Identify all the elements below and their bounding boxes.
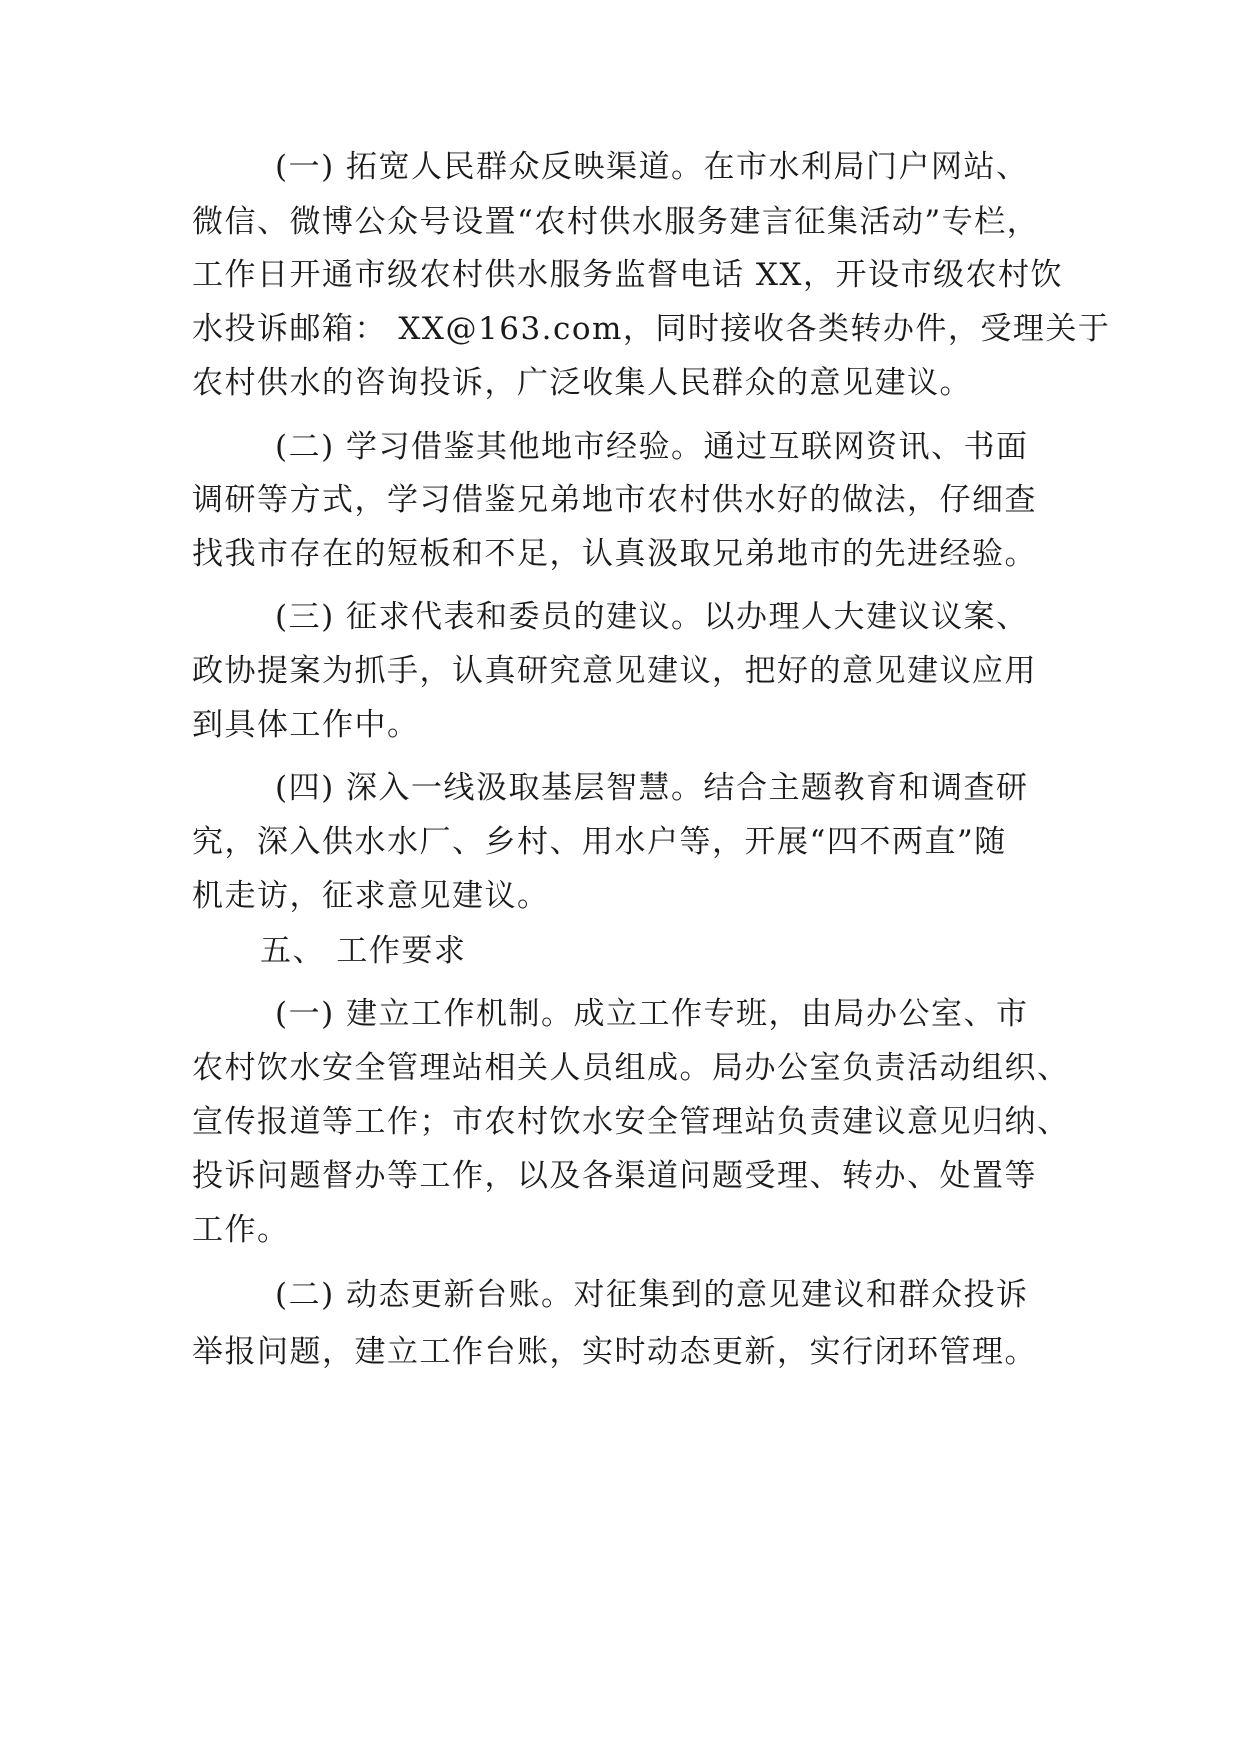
section-heading-5: 五、 工作要求 — [260, 933, 467, 969]
paragraph-1-line-3: 工作日开通市级农村供水服务监督电话 XX，开设市级农村饮 — [192, 257, 1063, 293]
paragraph-4-line-2: 究，深入供水水厂、乡村、用水户等，开展“四不两直”随 — [192, 824, 1007, 860]
paragraph-6-line-1: (一) 建立工作机制。成立工作专班，由局办公室、市 — [275, 996, 1029, 1032]
paragraph-1-line-4: 水投诉邮箱： XX@163.com，同时接收各类转办件，受理关于 — [192, 311, 1111, 347]
paragraph-1-line-2: 微信、微博公众号设置“农村供水服务建言征集活动”专栏， — [192, 204, 1040, 240]
paragraph-4-line-1: (四) 深入一线汲取基层智慧。结合主题教育和调查研 — [275, 770, 1029, 806]
paragraph-4-line-3: 机走访，征求意见建议。 — [192, 878, 550, 914]
paragraph-6-line-3: 宣传报道等工作；市农村饮水安全管理站负责建议意见归纳、 — [192, 1104, 1070, 1140]
paragraph-1-line-5: 农村供水的咨询投诉，广泛收集人民群众的意见建议。 — [192, 365, 972, 401]
paragraph-6-line-5: 工作。 — [192, 1212, 290, 1248]
paragraph-6-line-4: 投诉问题督办等工作，以及各渠道问题受理、转办、处置等 — [192, 1158, 1037, 1194]
paragraph-7-line-2: 举报问题，建立工作台账，实时动态更新，实行闭环管理。 — [192, 1334, 1037, 1370]
paragraph-3-line-1: (三) 征求代表和委员的建议。以办理人大建议议案、 — [275, 599, 1029, 635]
paragraph-2-line-1: (二) 学习借鉴其他地市经验。通过互联网资讯、书面 — [275, 429, 1029, 465]
paragraph-7-line-1: (二) 动态更新台账。对征集到的意见建议和群众投诉 — [275, 1277, 1029, 1313]
paragraph-2-line-2: 调研等方式，学习借鉴兄弟地市农村供水好的做法，仔细查 — [192, 482, 1037, 518]
paragraph-6-line-2: 农村饮水安全管理站相关人员组成。局办公室负责活动组织、 — [192, 1050, 1070, 1086]
paragraph-2-line-3: 找我市存在的短板和不足，认真汲取兄弟地市的先进经验。 — [192, 536, 1037, 572]
paragraph-3-line-3: 到具体工作中。 — [192, 707, 420, 743]
paragraph-1-line-1: (一) 拓宽人民群众反映渠道。在市水利局门户网站、 — [275, 149, 1029, 185]
paragraph-3-line-2: 政协提案为抓手，认真研究意见建议，把好的意见建议应用 — [192, 653, 1037, 689]
